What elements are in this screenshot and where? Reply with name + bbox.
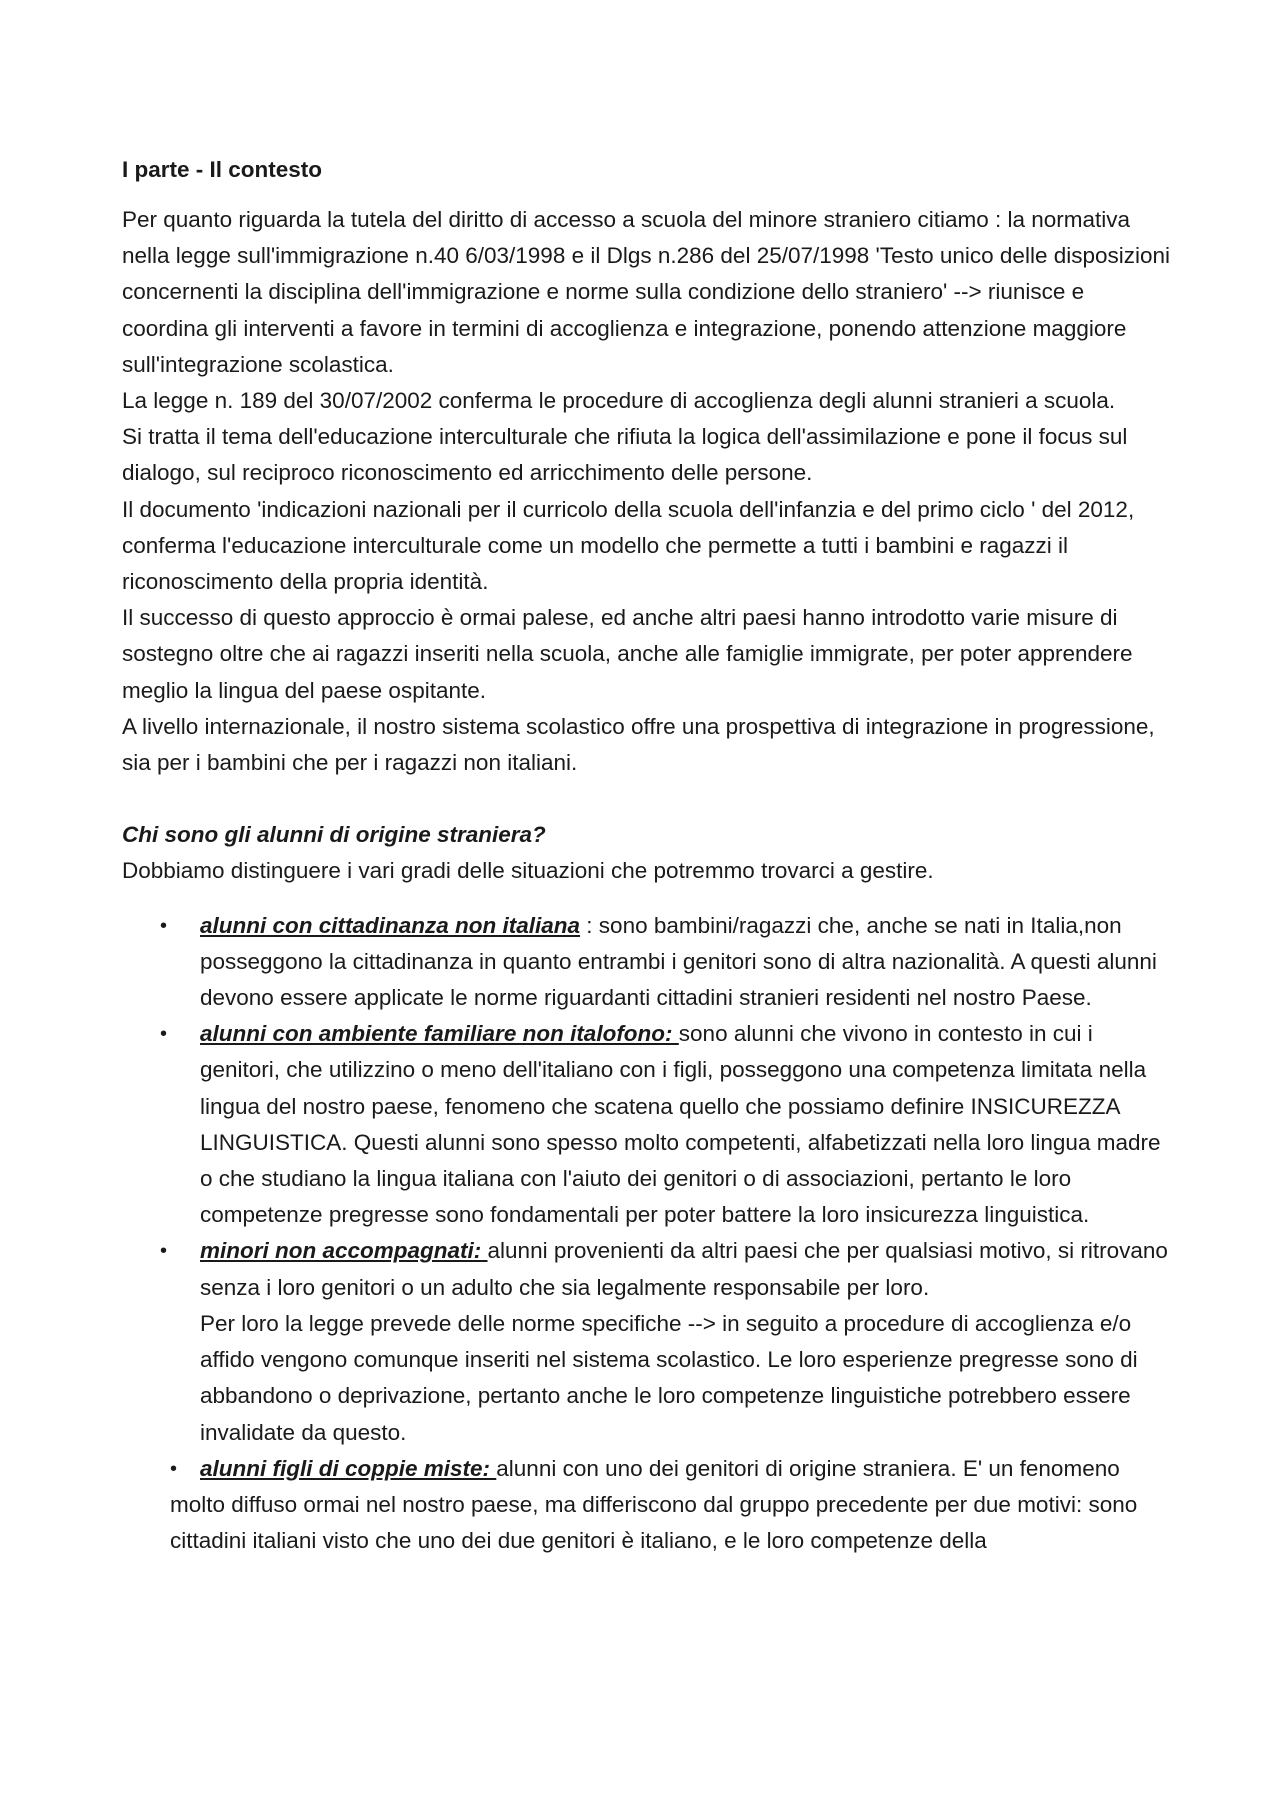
bullet-term: alunni figli di coppie miste:	[200, 1455, 497, 1481]
bullet-icon: •	[160, 914, 168, 937]
paragraph-spacer	[122, 781, 1172, 817]
paragraph-legge-189: La legge n. 189 del 30/07/2002 conferma le procedure di accoglienza degli alunni stranieri a scuola.	[122, 388, 1116, 414]
bullet-text: alunni provenienti da altri paesi che per qualsiasi motivo, si ritrovano senza i loro genitori o un adulto che sia legalmente responsabile per loro.	[200, 1238, 1168, 1300]
list-item	[122, 908, 1172, 1017]
list-item	[122, 1233, 1172, 1450]
paragraph-livello-internazionale: A livello internazionale, il nostro sistema scolastico offre una prospettiva di integrazione in progressione, sia per i bambini che per i ragazzi non italiani.	[122, 713, 1155, 776]
list-item	[122, 1451, 1172, 1560]
document-body	[122, 152, 1172, 1559]
section-heading: Chi sono gli alunni di origine straniera?	[122, 822, 546, 848]
bullet-term: minori non accompagnati:	[200, 1238, 488, 1264]
bullet-first-line	[122, 1451, 1172, 1487]
list-item	[122, 1016, 1172, 1233]
bullet-list	[122, 908, 1172, 1560]
section-intro: Dobbiamo distinguere i vari gradi delle situazioni che potremmo trovarci a gestire.	[122, 858, 934, 884]
bullet-term: alunni con cittadinanza non italiana	[200, 912, 581, 938]
bullet-text-continued: Per loro la legge prevede delle norme specifiche --> in seguito a procedure di accoglienza e/o affido vengono comunque inseriti nel sistema scolastico. Le loro esperienze pregresse sono di abbandono o deprivazione, pertanto anche le loro competenze linguistiche potrebbero essere invalidate da questo.	[200, 1310, 1138, 1445]
bullet-term: alunni con ambiente familiare non italofono:	[200, 1021, 679, 1047]
bullet-icon: •	[160, 1023, 168, 1046]
paragraph-successo-approccio: Il successo di questo approccio è ormai palese, ed anche altri paesi hanno introdotto varie misure di sostegno oltre che ai ragazzi inseriti nella scuola, anche alle famiglie immigrate, per poter apprendere meglio la lingua del paese ospitante.	[122, 605, 1133, 703]
bullet-icon: •	[160, 1240, 168, 1263]
bullet-text: sono alunni che vivono in contesto in cui i genitori, che utilizzino o meno dell'italiano con i figli, posseggono una competenza limitata nella lingua del nostro paese, fenomeno che scatena quello che possiamo definire INSICUREZZA LINGUISTICA. Questi alunni sono spesso molto competenti, alfabetizzati nella loro lingua madre o che studiano la lingua italiana con l'aiuto dei genitori o di associazioni, pertanto le loro competenze pregresse sono fondamentali per poter battere la loro insicurezza linguistica.	[200, 1021, 1161, 1228]
paragraph-educazione-interculturale: Si tratta il tema dell'educazione interculturale che rifiuta la logica dell'assimilazione e pone il focus sul dialogo, sul reciproco riconoscimento ed arricchimento delle persone.	[122, 424, 1128, 486]
bullet-text-continued: molto diffuso ormai nel nostro paese, ma differiscono dal gruppo precedente per due motivi: sono cittadini italiani visto che uno dei due genitori è italiano, e le loro competenze della	[170, 1491, 1138, 1554]
bullet-text: : sono bambini/ragazzi che, anche se nati in Italia,non posseggono la cittadinanza in quanto entrambi i genitori sono di altra nazionalità. A questi alunni devono essere applicate le norme riguardanti cittadini stranieri residenti nel nostro Paese.	[200, 912, 1157, 1011]
bullet-icon: •	[170, 1457, 178, 1480]
paragraph-normativa: Per quanto riguarda la tutela del diritto di accesso a scuola del minore straniero citiamo : la normativa nella legge sull'immigrazione n.40 6/03/1998 e il Dlgs n.286 del 25/07/1998 'Testo unico delle disposizioni concernenti la disciplina dell'immigrazione e norme sulla condizione dello straniero' --> riunisce e coordina gli interventi a favore in termini di accoglienza e integrazione, ponendo attenzione maggiore sull'integrazione scolastica.	[122, 207, 1171, 377]
paragraph-indicazioni-nazionali: Il documento 'indicazioni nazionali per il curricolo della scuola dell'infanzia e del primo ciclo ' del 2012, conferma l'educazione interculturale come un modello che permette a tutti i bambini e ragazzi il riconoscimento della propria identità.	[122, 496, 1135, 595]
document-title: I parte - Il contesto	[122, 157, 323, 182]
bullet-text: alunni con uno dei genitori di origine straniera. E' un fenomeno	[496, 1455, 1120, 1481]
